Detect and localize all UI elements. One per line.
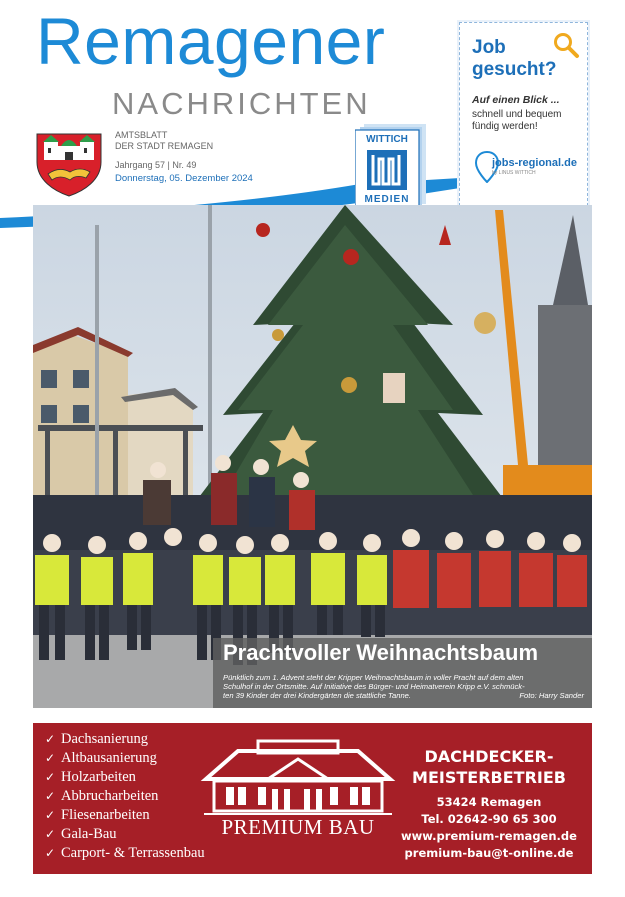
issue-date: Donnerstag, 05. Dezember 2024 <box>115 173 253 184</box>
ad-service-label: Holzarbeiten <box>61 769 136 785</box>
cover-caption-line2: Schulhof in der Ortsmitte. Auf Initiative des Bürger- und Heimatverein Kripp e.V. schmück- <box>223 682 525 691</box>
amtsblatt-sublabel: DER STADT REMAGEN <box>115 141 214 151</box>
job-search-promo[interactable] <box>459 22 588 206</box>
jobs-regional-brand[interactable] <box>492 157 577 176</box>
ad-email-link[interactable]: premium-bau@t-online.de <box>404 846 574 860</box>
cover-caption-line3: ten 39 Kinder der drei Kindergärten die stattliche Tanne. <box>223 691 411 700</box>
ad-heading-line2: MEISTERBETRIEB <box>412 768 566 787</box>
ad-city: 53424 Remagen <box>436 795 542 809</box>
cover-caption <box>213 638 592 708</box>
job-promo-title-line1: Job <box>472 37 506 58</box>
ad-brand-name: PREMIUM BAU <box>221 815 375 839</box>
masthead-subtitle: NACHRICHTEN <box>112 86 371 121</box>
check-icon: ✓ <box>45 808 56 822</box>
cover-headline: Prachtvoller Weihnachtsbaum <box>223 640 539 665</box>
ad-service-label: Abbrucharbeiten <box>61 788 159 804</box>
amtsblatt-label: AMTSBLATT <box>115 130 168 140</box>
job-promo-text-line1: schnell und bequem <box>472 109 562 120</box>
ad-heading-line1: DACHDECKER- <box>424 747 554 766</box>
ad-service-label: Gala-Bau <box>61 826 117 842</box>
check-icon: ✓ <box>45 770 56 784</box>
ad-service-label: Fliesenarbeiten <box>61 807 150 823</box>
job-promo-title-line2: gesucht? <box>472 58 557 80</box>
ad-service-item <box>45 845 205 862</box>
check-icon: ✓ <box>45 789 56 803</box>
jobs-regional-byline: by LINUS WITTICH <box>492 170 536 176</box>
ad-service-label: Altbausanierung <box>61 750 157 766</box>
ad-service-item <box>45 750 157 767</box>
publisher-logo-name: WITTICH <box>366 134 408 145</box>
check-icon: ✓ <box>45 846 56 860</box>
ad-service-item <box>45 807 150 824</box>
check-icon: ✓ <box>45 732 56 746</box>
publisher-logo-sub: MEDIEN <box>364 194 410 205</box>
ad-service-label: Dachsanierung <box>61 731 148 747</box>
job-promo-text-line2: fündig werden! <box>472 121 538 132</box>
magnifier-icon <box>552 31 580 59</box>
house-logo-icon <box>198 737 398 859</box>
ad-service-item <box>45 769 136 786</box>
ad-service-item <box>45 788 158 805</box>
photo-credit: Foto: Harry Sander <box>519 691 584 700</box>
ad-website-link[interactable]: www.premium-remagen.de <box>401 829 577 843</box>
ad-service-item <box>45 731 148 748</box>
ad-service-item <box>45 826 117 843</box>
premium-bau-advertisement[interactable] <box>33 723 592 874</box>
cover-photo <box>33 205 592 708</box>
masthead-title: Remagener <box>36 4 386 78</box>
cover-caption-line1: Pünktlich zum 1. Advent steht der Kripper Weihnachtsbaum in voller Pracht auf dem alten <box>223 673 524 682</box>
ad-phone[interactable]: Tel. 02642-90 65 300 <box>421 812 557 826</box>
jobs-regional-name: jobs-regional.de <box>492 157 577 169</box>
ad-service-label: Carport- & Terrassenbau <box>61 845 205 861</box>
job-promo-tagline: Auf einen Blick ... <box>472 94 560 106</box>
check-icon: ✓ <box>45 751 56 765</box>
check-icon: ✓ <box>45 827 56 841</box>
issue-number: Jahrgang 57 | Nr. 49 <box>115 160 197 170</box>
job-promo-title <box>472 37 556 81</box>
publisher-logo <box>355 124 427 210</box>
